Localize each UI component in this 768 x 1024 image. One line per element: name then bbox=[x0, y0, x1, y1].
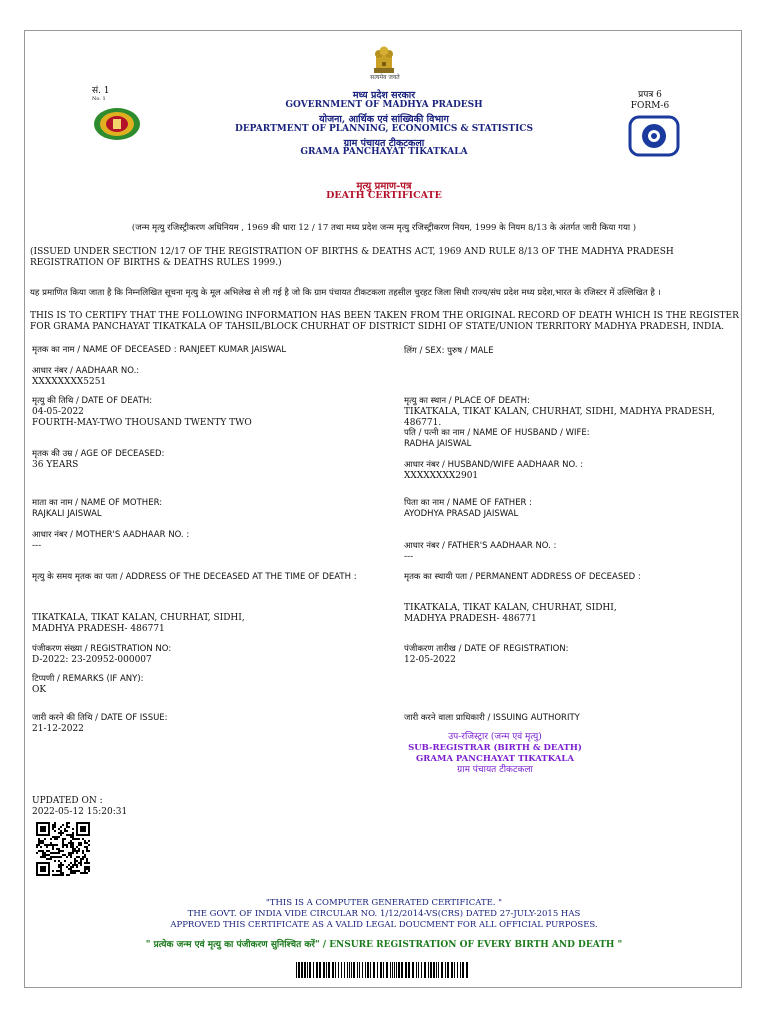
certify-text-en: THIS IS TO CERTIFY THAT THE FOLLOWING INFORMATION HAS BEEN TAKEN FROM THE ORIGINAL RECORD OF DEATH WHICH IS THE REGISTER FOR GRAMA PANCHAYAT TIKATKALA OF TAHSIL/BLOCK CHURHAT OF DISTRICT SIDHI OF STATE/UNION TERRITORY MADHYA PRADESH, INDIA. bbox=[30, 311, 739, 332]
permanent-address-line-1: TIKATKALA, TIKAT KALAN, CHURHAT, SIDHI, bbox=[404, 603, 617, 613]
spouse-aadhaar-value: XXXXXXXX2901 bbox=[404, 471, 479, 481]
issued-under-hi: (जन्म मृत्यु रजिस्ट्रीकरण अधिनियम , 1969 की धारा 12 / 17 तथा मध्य प्रदेश जन्म मृत्यु रजिस्ट्रीकरण नियम, 1999 के नियम 8/13 के अंतर्गत जारी किया गया ) bbox=[131, 223, 637, 233]
place-of-death-value: TIKATKALA, TIKAT KALAN, CHURHAT, SIDHI, MADHYA PRADESH, 486771. bbox=[404, 407, 715, 428]
authority-line-2: SUB-REGISTRAR (BIRTH & DEATH) bbox=[408, 743, 582, 753]
registration-date-label: पंजीकरण तारीख / DATE OF REGISTRATION: bbox=[404, 644, 569, 654]
certificate-title-hi: मृत्यु प्रमाण-पत्र bbox=[356, 181, 412, 192]
father-name-value: AYODHYA PRASAD JAISWAL bbox=[404, 509, 519, 519]
aadhaar-label: आधार नंबर / AADHAAR NO.: bbox=[32, 366, 140, 376]
date-of-issue-label: जारी करने की तिथि / DATE OF ISSUE: bbox=[32, 713, 168, 723]
updated-on-value: 2022-05-12 15:20:31 bbox=[32, 807, 128, 817]
address-line-2: MADHYA PRADESH- 486771 bbox=[32, 624, 165, 634]
mother-name-value: RAJKALI JAISWAL bbox=[32, 509, 102, 519]
certificate-title-en: DEATH CERTIFICATE bbox=[326, 190, 442, 201]
qr-code bbox=[36, 822, 90, 876]
date-of-death-value: 04-05-2022 bbox=[32, 407, 84, 417]
registration-date-value: 12-05-2022 bbox=[404, 655, 456, 665]
place-of-death-label: मृत्यु का स्थान / PLACE OF DEATH: bbox=[404, 396, 530, 406]
serial-label-en: No. 1 bbox=[92, 96, 106, 102]
date-of-issue-value: 21-12-2022 bbox=[32, 724, 84, 734]
updated-on-label: UPDATED ON : bbox=[32, 796, 103, 806]
mother-aadhaar-value: --- bbox=[32, 541, 42, 551]
date-of-death-words: FOURTH-MAY-TWO THOUSAND TWENTY TWO bbox=[32, 418, 252, 428]
mother-aadhaar-label: आधार नंबर / MOTHER'S AADHAAR NO. : bbox=[32, 530, 190, 540]
father-aadhaar-value: --- bbox=[404, 552, 414, 562]
sex-field: लिंग / SEX: पुरुष / MALE bbox=[404, 346, 494, 356]
crs-logo-icon bbox=[628, 115, 680, 157]
father-name-label: पिता का नाम / NAME OF FATHER : bbox=[404, 498, 533, 508]
authority-line-4: ग्राम पंचायत टीकटकला bbox=[457, 765, 533, 775]
footer-line-2: THE GOVT. OF INDIA VIDE CIRCULAR NO. 1/12/2014-VS(CRS) DATED 27-JULY-2015 HAS bbox=[187, 909, 581, 919]
permanent-address-line-2: MADHYA PRADESH- 486771 bbox=[404, 614, 537, 624]
gov-title-hi: मध्य प्रदेश सरकार bbox=[352, 90, 416, 101]
issued-under-en: (ISSUED UNDER SECTION 12/17 OF THE REGISTRATION OF BIRTHS & DEATHS ACT, 1969 AND RULE 8/13 OF THE MADHYA PRADESH REGISTRATION OF BIRTHS & DEATHS RULES 1999.) bbox=[30, 247, 674, 268]
address-at-death-label: मृत्यु के समय मृतक का पता / ADDRESS OF THE DECEASED AT THE TIME OF DEATH : bbox=[32, 572, 357, 582]
spouse-name-label: पति / पत्नी का नाम / NAME OF HUSBAND / WIFE: bbox=[404, 428, 590, 438]
office-title-en: GRAMA PANCHAYAT TIKATKALA bbox=[300, 147, 468, 157]
issuing-authority-label: जारी करने वाला प्राधिकारी / ISSUING AUTHORITY bbox=[404, 713, 580, 723]
deceased-name: मृतक का नाम / NAME OF DECEASED : RANJEET KUMAR JAISWAL bbox=[32, 345, 287, 355]
permanent-address-label: मृतक का स्थायी पता / PERMANENT ADDRESS OF DECEASED : bbox=[404, 572, 641, 582]
spouse-name-value: RADHA JAISWAL bbox=[404, 439, 472, 449]
aadhaar-value: XXXXXXXX5251 bbox=[32, 377, 107, 387]
emblem-motto: सत्यमेव जयते bbox=[370, 74, 400, 81]
gov-title-en: GOVERNMENT OF MADHYA PRADESH bbox=[285, 100, 483, 110]
barcode bbox=[296, 962, 472, 978]
footer-line-1: "THIS IS A COMPUTER GENERATED CERTIFICATE. " bbox=[265, 898, 503, 908]
certify-text-hi: यह प्रमाणित किया जाता है कि निम्नलिखित सूचना मृत्यु के मूल अभिलेख से ली गई है जो कि ग्राम पंचायत टीकटकला तहसील चुरहट जिला सिधी राज्य/संघ प्रदेश मध्य प्रदेश,भारत के रजिस्टर में उल्लिखित है । bbox=[30, 288, 661, 298]
date-of-death-label: मृत्यु की तिथि / DATE OF DEATH: bbox=[32, 396, 153, 406]
address-line-1: TIKATKALA, TIKAT KALAN, CHURHAT, SIDHI, bbox=[32, 613, 245, 623]
footer-line-3: APPROVED THIS CERTIFICATE AS A VALID LEGAL DOUCMENT FOR ALL OFFICIAL PURPOSES. bbox=[170, 920, 598, 930]
registration-no-label: पंजीकरण संख्या / REGISTRATION NO: bbox=[32, 644, 172, 654]
mother-name-label: माता का नाम / NAME OF MOTHER: bbox=[32, 498, 163, 508]
age-label: मृतक की उम्र / AGE OF DECEASED: bbox=[32, 449, 165, 459]
remarks-value: OK bbox=[32, 685, 47, 695]
authority-line-1: उप-रजिस्ट्रार (जन्म एवं मृत्यु) bbox=[448, 732, 542, 742]
father-aadhaar-label: आधार नंबर / FATHER'S AADHAAR NO. : bbox=[404, 541, 557, 551]
registration-no-value: D-2022: 23-20952-000007 bbox=[32, 655, 152, 665]
dept-title-en: DEPARTMENT OF PLANNING, ECONOMICS & STATISTICS bbox=[235, 124, 533, 134]
form-label-en: FORM-6 bbox=[630, 101, 670, 111]
mp-government-logo-icon bbox=[92, 106, 142, 142]
authority-line-3: GRAMA PANCHAYAT TIKATKALA bbox=[416, 754, 574, 764]
certificate-frame bbox=[24, 30, 742, 988]
remarks-label: टिप्पणी / REMARKS (IF ANY): bbox=[32, 674, 144, 684]
age-value: 36 YEARS bbox=[32, 460, 79, 470]
dept-title-hi: योजना, आर्थिक एवं सांख्यिकी विभाग bbox=[319, 114, 449, 125]
footer-slogan: " प्रत्येक जन्म एवं मृत्यु का पंजीकरण सुनिश्चित करें" / ENSURE REGISTRATION OF EVERY BIRTH AND DEATH " bbox=[145, 940, 623, 950]
spouse-aadhaar-label: आधार नंबर / HUSBAND/WIFE AADHAAR NO. : bbox=[404, 460, 584, 470]
form-label-hi: प्रपत्र 6 bbox=[638, 90, 662, 100]
office-title-hi: ग्राम पंचायत टीकटकला bbox=[343, 138, 425, 149]
serial-label-hi: सं. 1 bbox=[92, 86, 110, 96]
